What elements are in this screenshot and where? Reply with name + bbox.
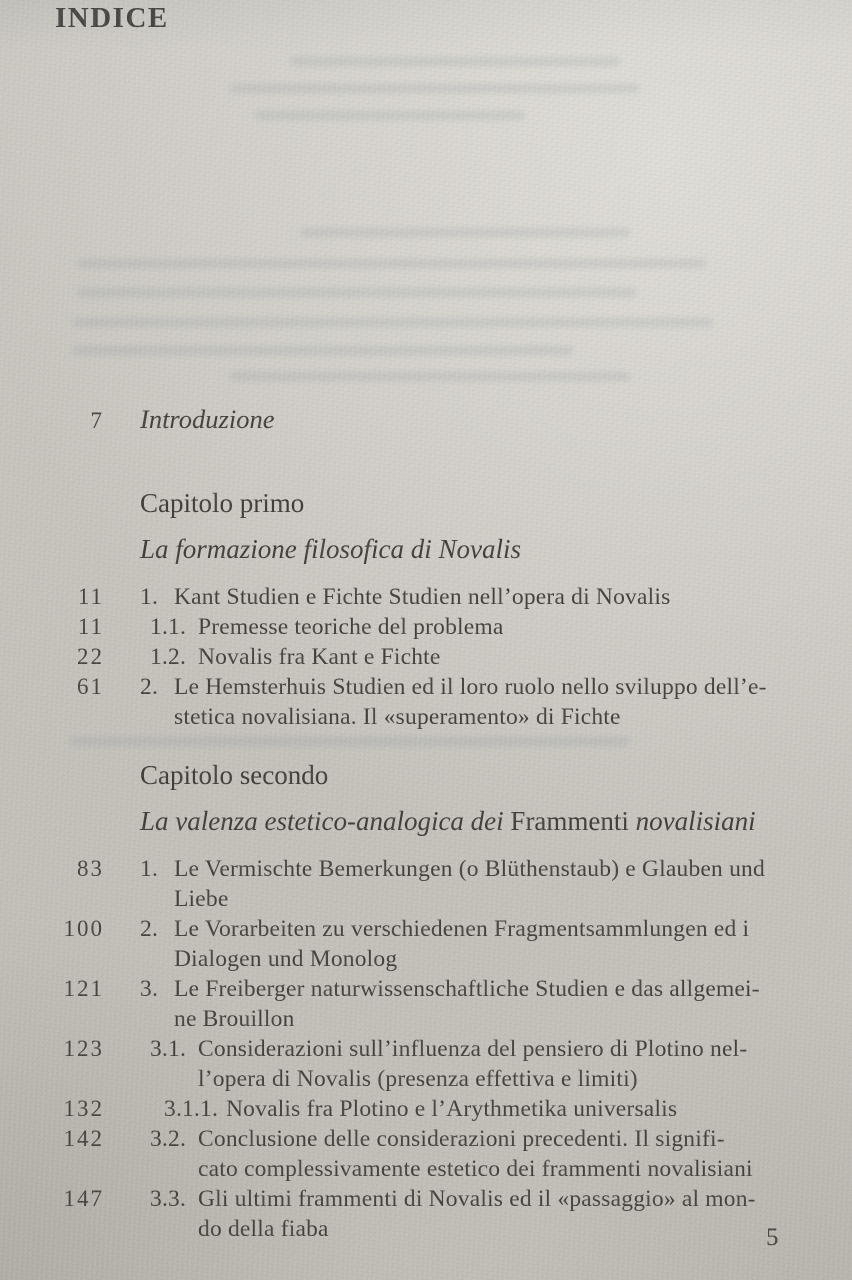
entry-line: stetica novalisiana. Il «superamento» di Fichte — [174, 704, 621, 730]
entry-line: cato complessivamente estetico dei frammenti novalisiani — [198, 1156, 753, 1182]
page-number-folio: 5 — [766, 1224, 779, 1251]
chapter-1 — [60, 486, 807, 732]
chapter-heading: Capitolo secondo — [140, 760, 329, 790]
chapter-heading: Capitolo primo — [140, 488, 305, 518]
chapter-subtitle-part: novalisiani — [628, 806, 756, 836]
entry-section-number: 3.3. — [150, 1186, 187, 1212]
entry-page-number: 7 — [90, 408, 104, 433]
entry-line: Considerazioni sull’influenza del pensiero di Plotino nel- — [198, 1036, 748, 1062]
entry-text — [140, 914, 807, 974]
entry-page-number: 147 — [63, 1186, 104, 1211]
entry-section-number: 3.2. — [150, 1126, 187, 1152]
entry-line: l’opera di Novalis (presenza effettiva e limiti) — [198, 1066, 638, 1092]
entry-page-number: 100 — [63, 916, 104, 941]
entry-section-number: 2. — [140, 674, 159, 700]
toc-entry — [60, 612, 807, 642]
entry-text — [140, 672, 807, 732]
entry-text — [140, 1034, 807, 1094]
toc-entry — [60, 854, 807, 914]
toc-entry — [60, 914, 807, 974]
entry-line: ne Brouillon — [174, 1006, 295, 1032]
entry-section-number: 2. — [140, 916, 159, 942]
entry-text — [140, 1094, 807, 1124]
entry-line: do della fiaba — [198, 1216, 329, 1242]
entry-page-number: 83 — [77, 856, 104, 881]
page-title: INDICE — [55, 2, 169, 34]
chapter-subtitle — [140, 530, 807, 568]
entry-line: Premesse teoriche del problema — [198, 614, 504, 640]
entry-section-number: 1. — [140, 856, 159, 882]
toc-entry — [60, 1184, 807, 1244]
entry-line: Dialogen und Monolog — [174, 946, 398, 972]
entry-text — [140, 1124, 807, 1184]
entry-list — [60, 582, 807, 732]
entry-text — [140, 854, 807, 914]
toc-entry — [60, 582, 807, 612]
entry-section-number: 3. — [140, 976, 159, 1002]
entry-line: Le Vorarbeiten zu verschiedenen Fragmentsammlungen ed i — [174, 916, 750, 942]
entry-line: Liebe — [174, 886, 229, 912]
entry-section-number: 1.2. — [150, 644, 187, 670]
show-through-block — [225, 57, 705, 137]
entry-text — [140, 642, 807, 672]
entry-line: Kant Studien e Fichte Studien nell’opera di Novalis — [174, 584, 671, 610]
entry-line: Novalis fra Kant e Fichte — [198, 644, 441, 670]
entry-section-number: 1.1. — [150, 614, 187, 640]
toc-entry — [60, 1034, 807, 1094]
entry-text — [140, 1184, 807, 1244]
entry-line: Le Freiberger naturwissenschaftliche Studien e das allgemei- — [174, 976, 760, 1002]
toc-entry — [60, 974, 807, 1034]
entry-page-number: 121 — [63, 976, 104, 1001]
toc-entry-introduzione — [60, 402, 807, 438]
entry-title: Introduzione — [140, 404, 275, 434]
chapter-subtitle-part: La valenza estetico-analogica dei — [140, 806, 511, 836]
chapter-2 — [60, 758, 807, 1244]
entry-line: Gli ultimi frammenti di Novalis ed il «passaggio» al mon- — [198, 1186, 756, 1212]
entry-line: Novalis fra Plotino e l’Arythmetika universalis — [226, 1096, 678, 1122]
entry-page-number: 61 — [77, 674, 104, 699]
entry-section-number: 3.1.1. — [164, 1096, 219, 1122]
table-of-contents — [60, 402, 807, 1244]
chapter-subtitle — [140, 802, 807, 840]
entry-page-number: 142 — [63, 1126, 104, 1151]
entry-page-number: 123 — [63, 1036, 104, 1061]
toc-entry — [60, 1094, 807, 1124]
entry-page-number: 22 — [77, 644, 104, 669]
entry-text — [140, 582, 807, 612]
chapter-list — [60, 486, 807, 1244]
entry-text — [140, 974, 807, 1034]
entry-section-number: 3.1. — [150, 1036, 187, 1062]
toc-entry — [60, 642, 807, 672]
show-through-block — [65, 228, 725, 388]
entry-line: Le Vermischte Bemerkungen (o Blüthenstaub) e Glauben und — [174, 856, 765, 882]
entry-list — [60, 854, 807, 1244]
entry-page-number: 11 — [77, 584, 104, 609]
chapter-subtitle-part: La formazione filosofica di Novalis — [140, 534, 522, 564]
chapter-subtitle-part: Frammenti — [510, 806, 629, 836]
entry-page-number: 11 — [77, 614, 104, 639]
entry-line: Le Hemsterhuis Studien ed il loro ruolo nello sviluppo dell’e- — [174, 674, 767, 700]
toc-entry — [60, 672, 807, 732]
entry-text — [140, 612, 807, 642]
entry-section-number: 1. — [140, 584, 159, 610]
toc-entry — [60, 1124, 807, 1184]
entry-page-number: 132 — [63, 1096, 104, 1121]
entry-line: Conclusione delle considerazioni precedenti. Il signifi- — [198, 1126, 725, 1152]
